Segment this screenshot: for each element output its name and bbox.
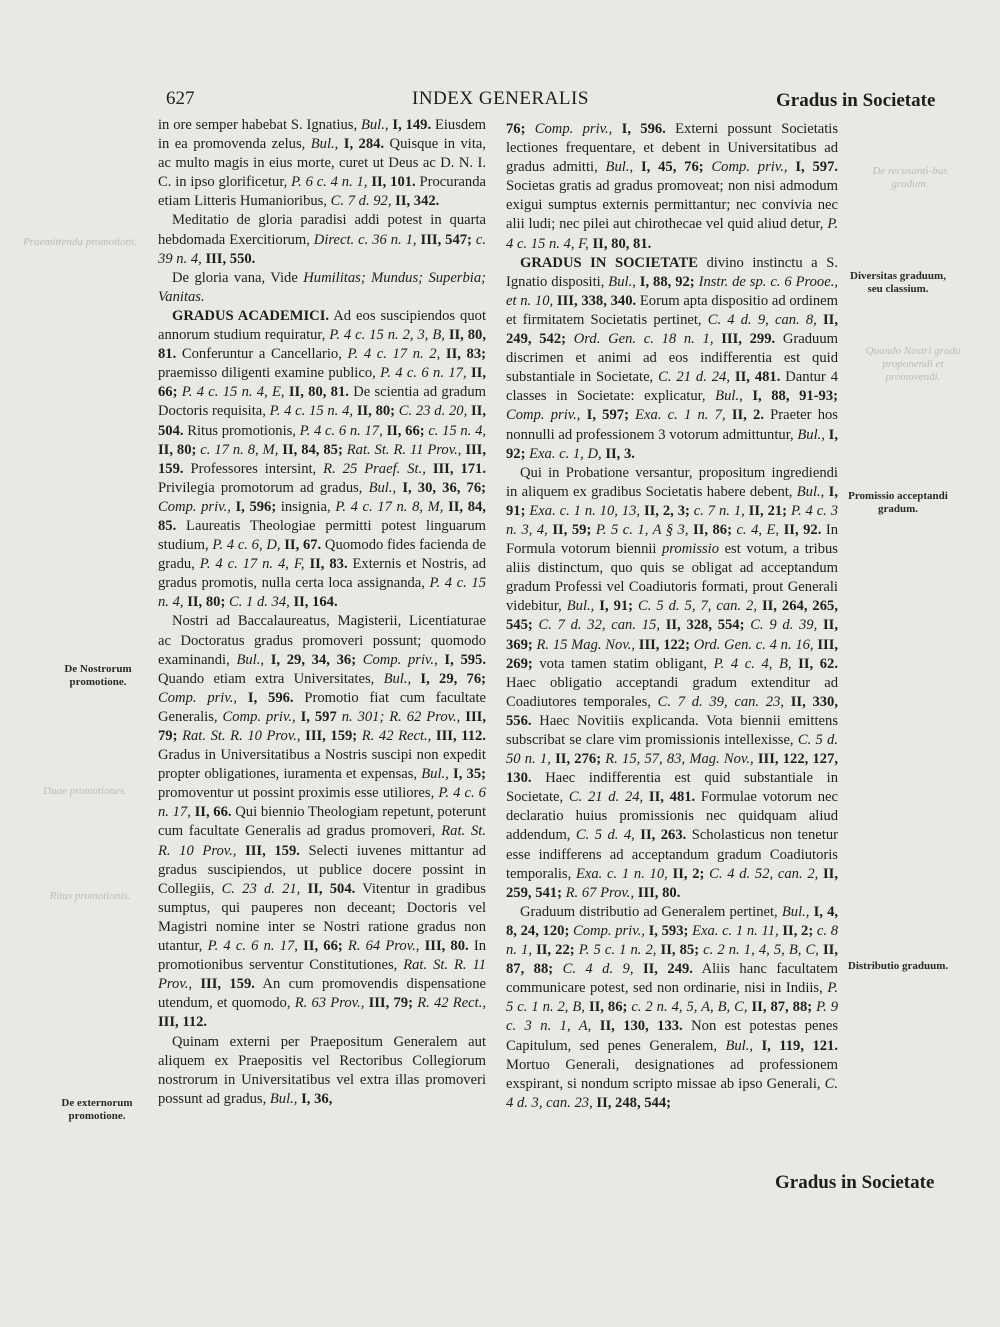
paragraph: Meditatio de gloria paradisi addi potest in quarta hebdomada Exercitiorum, Direct. c. 36 n. 1, III, 547; c. 39 n. 4, III, 550. — [158, 212, 487, 267]
paragraph: in ore semper habebat S. Ignatius, Bul., I, 149. Eiusdem in ea promovenda zelus, Bul., I, 284. Quisque in vita, ac multo magis in eius morte, curet ut Deus ac D. N. I. C. in ipso glorificetur, P. 6 c. 4 n. 1, II, 101. Procuranda etiam Litteris Humanioribus, C. 7 d. 92, II, 342. — [158, 117, 487, 210]
margin-note: De Nostrorum promotione. — [64, 663, 132, 688]
paragraph: 76; Comp. priv., I, 596. Externi possunt Societatis lectiones frequentare, et debent in Universitatibus ad gradus admitti, Bul., I, 45, 76; Comp. priv., I, 597. Societas gratis ad gradus promoveat; non nisi admodum exigui sumptus externis permittantur; nec convivia nec alii ludi; nec pilei aut chirothecae vel quid aliud detur, P. 4 c. 15 n. 4, F, II, 80, 81. — [506, 121, 839, 252]
right-column — [506, 120, 838, 1113]
paragraph: Graduum distributio ad Generalem pertinet, Bul., I, 4, 8, 24, 120; Comp. priv., I, 593; Exa. c. 1 n. 11, II, 2; c. 8 n. 1, II, 22; P. 5 c. 1 n. 2, II, 85; c. 2 n. 1, 4, 5, B, C, II, 87, 88; C. 4 d. 9, II, 249. Aliis hanc facultatem communicare potest, sed non ordinarie, nisi in Indiis, P. 5 c. 1 n. 2, B, II, 86; c. 2 n. 4, 5, A, B, C, II, 87, 88; P. 9 c. 3 n. 1, A, II, 130, 133. Non est potestas penes Capitulum, sed penes Generalem, Bul., I, 119, 121. Mortuo Generali, designationes ad professionem exspirant, si nondum scripto missae ab ipso Generali, C. 4 d. 3, can. 23, II, 248, 544; — [506, 903, 839, 1111]
ghost-note: De recusanti-bus gradum. — [872, 165, 948, 190]
ghost-note: Praemittenda promotioni. — [23, 236, 137, 248]
ghost-note: Quando Nostri gradu proponendi et promovendi. — [865, 345, 961, 383]
ghost-note: Ritus promotionis. — [49, 890, 131, 902]
paragraph: De gloria vana, Vide Humilitas; Mundus; Superbia; Vanitas. — [158, 269, 486, 305]
margin-note: Diversitas graduum, seu classium. — [850, 270, 946, 295]
running-title: INDEX GENERALIS — [412, 88, 589, 109]
left-column — [158, 116, 486, 1109]
margin-note: Promissio acceptandi gradum. — [848, 490, 948, 515]
margin-note: Distributio graduum. — [847, 960, 949, 972]
paragraph: Quinam externi per Praepositum Generalem aut aliquem ex Praepositis vel Rectoribus Collegiorum nostrorum in Universitatibus vel extra illas promoveri possunt ad gradus, Bul., I, 36, — [158, 1033, 486, 1107]
catchword: Gradus in Societate — [775, 1172, 935, 1193]
page-number: 627 — [166, 88, 195, 109]
paragraph: GRADUS ACADEMICI. Ad eos suscipiendos quot annorum studium requiratur, P. 4 c. 15 n. 2, 3, B, II, 80, 81. Conferuntur a Cancellario, P. 4 c. 17 n. 2, II, 83; praemisso diligenti examine publico, P. 4 c. 6 n. 17, II, 66; P. 4 c. 15 n. 4, E, II, 80, 81. De scientia ad gradum Doctoris requisita, P. 4 c. 15 n. 4, II, 80; C. 23 d. 20, II, 504. Ritus promotionis, P. 4 c. 6 n. 17, II, 66; c. 15 n. 4, II, 80; c. 17 n. 8, M, II, 84, 85; Rat. St. R. 11 Prov., III, 159. Professores intersint, R. 25 Praef. St., III, 171. Privilegia promotorum ad gradus, Bul., I, 30, 36, 76; Comp. priv., I, 596; insignia, P. 4 c. 17 n. 8, M, II, 84, 85. Laureatis Theologiae permitti potest linguarum studium, P. 4 c. 6, D, II, 67. Quomodo fides facienda de gradu, P. 4 c. 17 n. 4, F, II, 83. Externis et Nostris, ad gradus promotis, nulla certa loca assignanda, P. 4 c. 15 n. 4, II, 80; C. 1 d. 34, II, 164. — [158, 307, 487, 611]
paragraph: GRADUS IN SOCIETATE divino instinctu a S. Ignatio dispositi, Bul., I, 88, 92; Instr. de sp. c. 6 Prooe., et n. 10, III, 338, 340. Eorum apta dispositio ad ordinem et firmitatem Societatis pertinet, C. 4 d. 9, can. 8, II, 249, 542; Ord. Gen. c. 18 n. 1, III, 299. Graduum discrimen et animi ad eos indifferentia est quid substantiale in Societate, C. 21 d. 24, II, 481. Dantur 4 classes in Societate: explicatur, Bul., I, 88, 91-93; Comp. priv., I, 597; Exa. c. 1 n. 7, II, 2. Praeter hos nonnulli ad professionem 3 votorum admittuntur, Bul., I, 92; Exa. c. 1, D, II, 3. — [506, 254, 839, 462]
paragraph: Qui in Probatione versantur, propositum ingrediendi in aliquem ex gradibus Societatis habere debent, Bul., I, 91; Exa. c. 1 n. 10, 13, II, 2, 3; c. 7 n. 1, II, 21; P. 4 c. 3 n. 3, 4, II, 59; P. 5 c. 1, A § 3, II, 86; c. 4, E, II, 92. In Formula votorum biennii promissio est votum, a tribus aliis distinctum, quo quis se obligat ad acceptandum gradum Professi vel Coadiutoris formati, prout Generali videbitur, Bul., I, 91; C. 5 d. 5, 7, can. 2, II, 264, 265, 545; C. 7 d. 32, can. 15, II, 328, 554; C. 9 d. 39, II, 369; R. 15 Mag. Nov., III, 122; Ord. Gen. c. 4 n. 16, III, 269; vota tamen statim obligant, P. 4 c. 4, B, II, 62. Haec obligatio acceptandi gradum extenditur ad Coadiutores temporales, C. 7 d. 39, can. 23, II, 330, 556. Haec Novitiis explicanda. Vota biennii emittens subscribat se clare vim promissionis intellexisse, C. 5 d. 50 n. 1, II, 276; R. 15, 57, 83, Mag. Nov., III, 122, 127, 130. Haec indifferentia est quid substantiale in Societate, C. 21 d. 24, II, 481. Formulae votorum nec declaratio huius promissionis nec quidquam aliud addendum, C. 5 d. 4, II, 263. Scholasticus non tenetur esse indifferens ad acceptandum gradum Coadiutoris temporalis, Exa. c. 1 n. 10, II, 2; C. 4 d. 52, can. 2, II, 259, 541; R. 67 Prov., III, 80. — [506, 464, 839, 901]
margin-note: De externorum promotione. — [61, 1097, 133, 1122]
section-heading: Gradus in Societate — [776, 90, 936, 111]
paragraph: Nostri ad Baccalaureatus, Magisterii, Licentiaturae ac Doctoratus gradus promoveri possunt; quomodo examinandi, Bul., I, 29, 34, 36; Comp. priv., I, 595. Quando etiam extra Universitates, Bul., I, 29, 76; Comp. priv., I, 596. Promotio fiat cum facultate Generalis, Comp. priv., I, 597 n. 301; R. 62 Prov., III, 79; Rat. St. R. 10 Prov., III, 159; R. 42 Rect., III, 112. Gradus in Universitatibus a Nostris suscipi non expedit propter obligationes, iuramenta et expensas, Bul., I, 35; promoventur ut possint proximis esse utiliores, P. 4 c. 6 n. 17, II, 66. Qui biennio Theologiam repetunt, poterunt cum facultate Generalis ad gradus promoveri, Rat. St. R. 10 Prov., III, 159. Selecti iuvenes mittantur ad gradus suscipiendos, ut publice docere possint in Collegiis, C. 23 d. 21, II, 504. Vitentur in gradibus sumptus, qui pauperes non deceant; Doctoris vel Magistri nomine inter se Nostri ratione gradus non utantur, P. 4 c. 6 n. 17, II, 66; R. 64 Prov., III, 80. In promotionibus serventur Constitutiones, Rat. St. R. 11 Prov., III, 159. An cum promovendis dispensatione utendum, et quomodo, R. 63 Prov., III, 79; R. 42 Rect., III, 112. — [158, 613, 487, 1031]
ghost-note: Duae promotiones. — [43, 785, 127, 797]
